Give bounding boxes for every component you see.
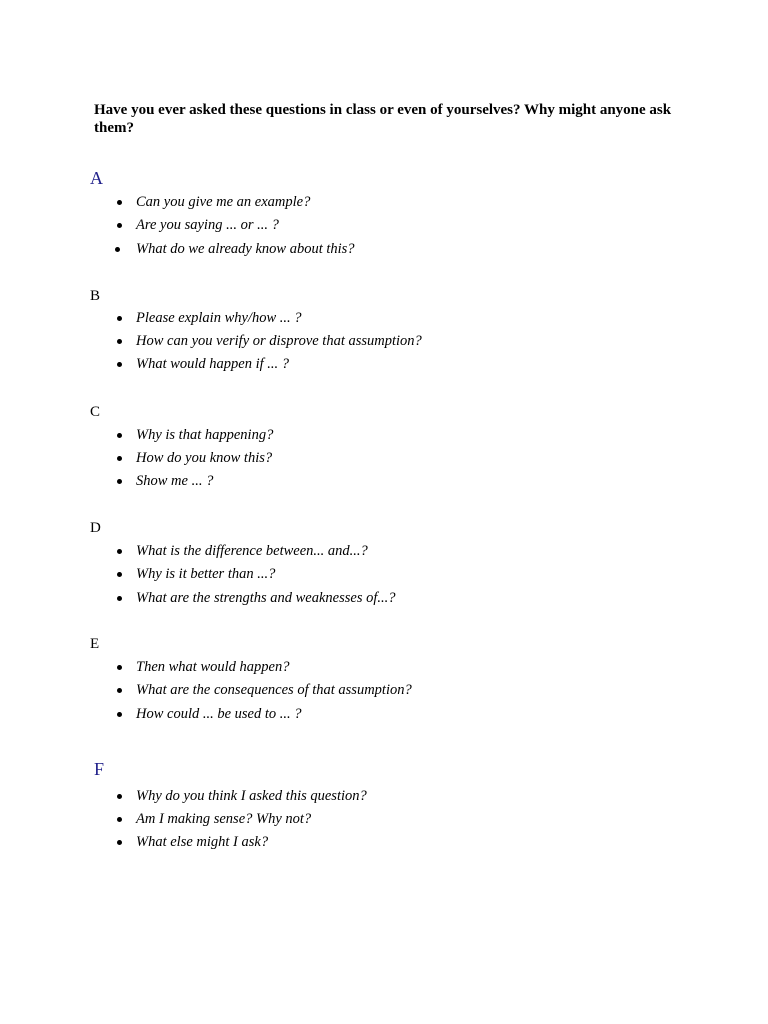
question-text: Please explain why/how ... ? <box>136 310 302 326</box>
list-item <box>117 564 717 584</box>
list-item <box>117 809 717 829</box>
list-item <box>117 192 717 212</box>
section-letter-a: A <box>90 168 103 188</box>
bullet-icon <box>115 247 120 252</box>
list-item <box>115 239 715 259</box>
list-item <box>117 541 717 561</box>
bullet-icon <box>117 817 122 822</box>
list-item <box>117 786 717 806</box>
list-item <box>117 657 717 677</box>
list-item <box>117 471 717 491</box>
list-item <box>117 832 717 852</box>
list-item <box>117 448 717 468</box>
question-text: How could ... be used to ... ? <box>136 706 302 722</box>
bullet-icon <box>117 596 122 601</box>
section-letter-f: F <box>94 759 105 779</box>
question-text: How do you know this? <box>136 450 273 466</box>
question-text: Are you saying ... or ... ? <box>136 217 279 233</box>
list-item <box>117 680 717 700</box>
list-item <box>117 331 717 351</box>
question-text: What would happen if ... ? <box>136 356 290 372</box>
bullet-icon <box>117 712 122 717</box>
list-item <box>117 308 717 328</box>
bullet-icon <box>117 688 122 693</box>
bullet-icon <box>117 433 122 438</box>
bullet-icon <box>117 362 122 367</box>
intro-question: Have you ever asked these questions in class or even of yourselves? Why might anyone ask them? <box>94 102 672 136</box>
question-text: How can you verify or disprove that assumption? <box>136 333 422 349</box>
bullet-icon <box>117 223 122 228</box>
bullet-icon <box>117 479 122 484</box>
question-text: What are the consequences of that assumption? <box>136 682 412 698</box>
question-text: Why is that happening? <box>136 427 274 443</box>
bullet-icon <box>117 794 122 799</box>
section-letter-d: D <box>90 520 101 536</box>
question-text: Why do you think I asked this question? <box>136 788 367 804</box>
bullet-icon <box>117 316 122 321</box>
question-text: What do we already know about this? <box>136 241 355 257</box>
bullet-icon <box>117 549 122 554</box>
list-item <box>117 588 717 608</box>
bullet-icon <box>117 200 122 205</box>
question-text: Then what would happen? <box>136 659 290 675</box>
question-text: Am I making sense? Why not? <box>136 811 312 827</box>
question-text: What are the strengths and weaknesses of...? <box>136 590 396 606</box>
section-letter-e: E <box>90 636 100 652</box>
section-letter-c: C <box>90 404 101 420</box>
bullet-icon <box>117 339 122 344</box>
question-text: Why is it better than ...? <box>136 566 276 582</box>
bullet-icon <box>117 840 122 845</box>
question-text: Can you give me an example? <box>136 194 311 210</box>
section-letter-b: B <box>90 288 101 304</box>
bullet-icon <box>117 572 122 577</box>
bullet-icon <box>117 456 122 461</box>
question-text: What is the difference between... and...? <box>136 543 368 559</box>
question-text: What else might I ask? <box>136 834 269 850</box>
list-item <box>117 425 717 445</box>
list-item <box>117 704 717 724</box>
list-item <box>117 354 717 374</box>
question-text: Show me ... ? <box>136 473 214 489</box>
list-item <box>117 215 717 235</box>
bullet-icon <box>117 665 122 670</box>
